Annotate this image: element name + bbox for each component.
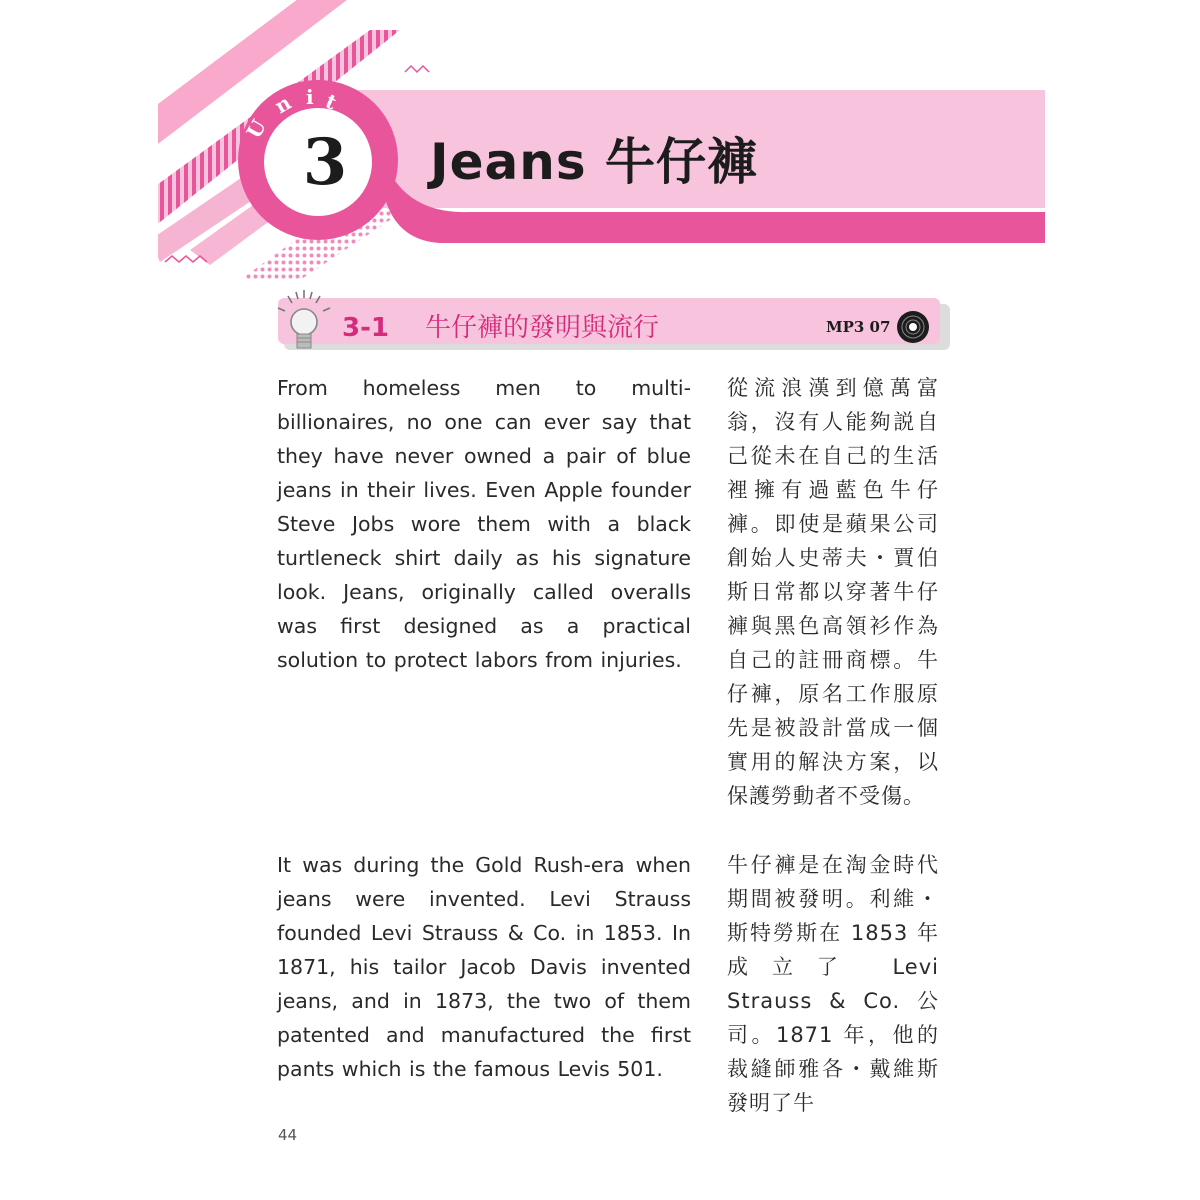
english-paragraph-2: It was during the Gold Rush-era when jeans were invented. Levi Strauss founded Levi Strauss & Co. in 1853. In 1871, his tailor Jacob Davis invented jeans, and in 1873, the two of them patented and manufactured the first pants which is the famous Levis 501. <box>277 853 691 1081</box>
svg-text:n: n <box>270 90 296 119</box>
svg-text:i: i <box>306 85 314 109</box>
audio-track-label: MP3 07 <box>826 318 891 336</box>
english-paragraph-1: From homeless men to multi-billionaires, no one can ever say that they have never owned a pair of blue jeans in their lives. Even Apple founder Steve Jobs wore them with a black turtleneck shirt daily as his signature look. Jeans, originally called overalls was first designed as a practical solution to protect labors from injuries. <box>277 376 691 672</box>
chinese-paragraph-2: 牛仔褲是在淘金時代期間被發明。利維・斯特勞斯在 1853 年成立了 Levi Strauss & Co. 公司。1871 年，他的裁縫師雅各・戴維斯發明了牛 <box>727 853 939 1115</box>
disc-icon[interactable] <box>896 310 930 344</box>
svg-text:U: U <box>241 115 272 143</box>
lightbulb-icon <box>274 288 334 358</box>
chinese-paragraph-1: 從流浪漢到億萬富翁，沒有人能夠説自己從未在自己的生活裡擁有過藍色牛仔褲。即使是蘋果公司創始人史蒂夫・賈伯斯日常都以穿著牛仔褲與黑色高領衫作為自己的註冊商標。牛仔褲，原名工作服原先是被設計當成一個實用的解決方案，以保護勞動者不受傷。 <box>727 376 939 808</box>
svg-text:t: t <box>321 88 341 115</box>
unit-number: 3 <box>302 125 348 200</box>
page-number: 44 <box>278 1126 298 1144</box>
section-number: 3-1 <box>342 313 389 343</box>
section-title: 牛仔褲的發明與流行 <box>425 313 660 343</box>
page-title: Jeans 牛仔褲 <box>430 133 759 191</box>
